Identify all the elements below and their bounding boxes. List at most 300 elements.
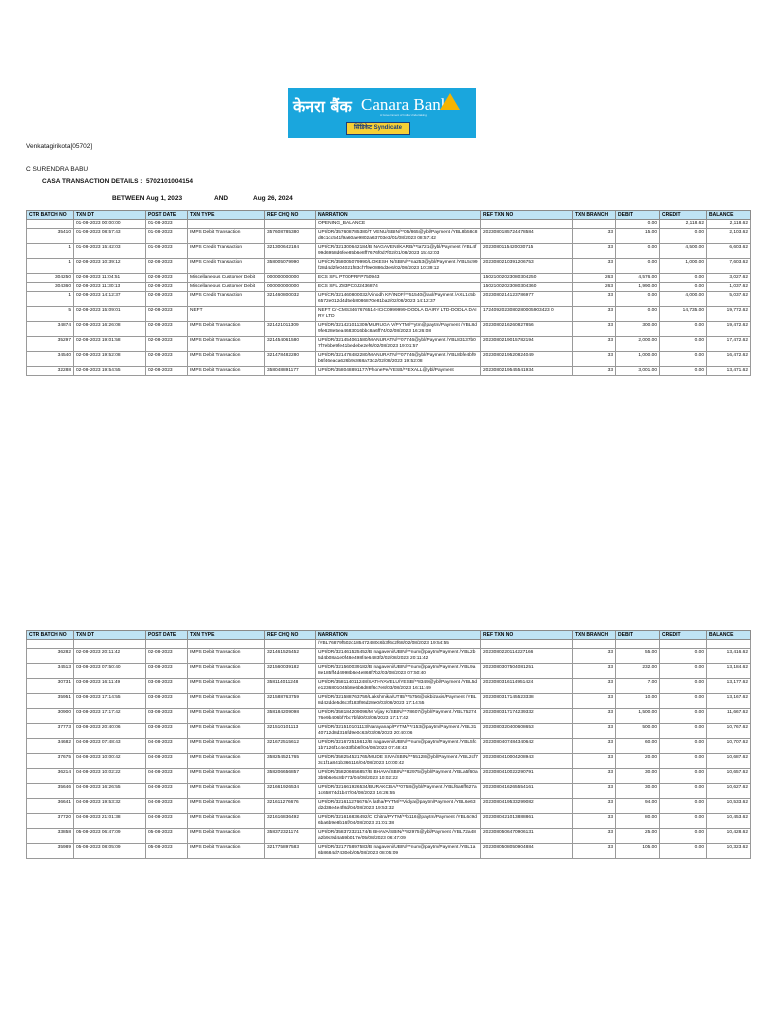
narration-cell: UPI/DR/321588763759/Lakshmika/UTIB/**5756@okbizaxis/Payment /YBL8d42dde5d6c3f183f86d28e0/03/08/2023 17:14:55 <box>316 694 481 709</box>
table-row <box>27 739 751 754</box>
txn-branch-cell: 33 <box>573 784 616 799</box>
post-date-cell: 02-08-2023 <box>146 274 188 283</box>
debit-cell: 7.00 <box>616 679 660 694</box>
ref-txn-no-cell: 2023080219545541934 <box>481 367 573 376</box>
balance-cell: 10,707.62 <box>707 739 751 754</box>
customer-name: C SURENDRA BABU <box>26 166 89 173</box>
txn-date-cell: 02-08-2023 19:54:55 <box>74 367 146 376</box>
txn-branch-cell: 33 <box>573 679 616 694</box>
from-date: Aug 1, 2023 <box>146 195 183 202</box>
post-date-cell <box>146 640 188 649</box>
batch-no-cell: 304250 <box>27 274 74 283</box>
txn-branch-cell: 33 <box>573 229 616 244</box>
debit-cell: 3,001.00 <box>616 367 660 376</box>
and-label: AND <box>214 195 229 202</box>
credit-cell: 4,000.00 <box>660 292 707 307</box>
balance-cell: 10,453.62 <box>707 814 751 829</box>
logo-triangle-icon <box>440 93 460 110</box>
txn-date-cell: 02-08-2023 15:09:01 <box>74 307 146 322</box>
credit-cell: 0.00 <box>660 709 707 724</box>
credit-cell: 0.00 <box>660 694 707 709</box>
casa-label: CASA TRANSACTION DETAILS : <box>42 178 143 185</box>
debit-cell: 300.00 <box>616 322 660 337</box>
credit-cell: 1,000.00 <box>660 259 707 274</box>
debit-cell: 25.00 <box>616 829 660 844</box>
narration-cell: UPI/DR/321672515612/B nagaveni/UBIN/**num@paytm/Payment /YBL5fc1b7126f1c4e33fbb6f/04/08/2023 07:48:43 <box>316 739 481 754</box>
post-date-cell: 01-08-2023 <box>146 229 188 244</box>
txn-branch-cell: 33 <box>573 814 616 829</box>
txn-date-cell: 04-08-2023 07:48:43 <box>74 739 146 754</box>
ref-chq-no-cell: 321560039182 <box>265 664 316 679</box>
txn-date-cell: 02-08-2023 20:11:42 <box>74 649 146 664</box>
narration-cell: NEFT Cr-CMS3467676514-ICIC0999999-DODLA DAIRY LTD-DODLA DAIRY LTD <box>316 307 481 322</box>
batch-no-cell: 30900 <box>27 709 74 724</box>
ref-chq-no-cell <box>265 307 316 322</box>
debit-cell: 15.00 <box>616 229 660 244</box>
ref-txn-no-cell: 2023080115420030715 <box>481 244 573 259</box>
table-row <box>27 814 751 829</box>
ref-chq-no-cell <box>265 640 316 649</box>
ref-chq-no-cell <box>265 220 316 229</box>
ref-chq-no-cell: 358254521765 <box>265 754 316 769</box>
txn-date-cell: 01-08-2023 08:57:43 <box>74 229 146 244</box>
txn-branch-cell: 33 <box>573 769 616 784</box>
ref-txn-no-cell <box>481 220 573 229</box>
txn-type-cell: IMPS Debit Transaction <box>188 724 265 739</box>
ref-chq-no-cell: 321460800032 <box>265 292 316 307</box>
column-header: TXN TYPE <box>188 211 265 220</box>
balance-cell: 19,472.62 <box>707 322 751 337</box>
txn-date-cell: 04-08-2023 16:26:55 <box>74 784 146 799</box>
batch-no-cell: 37720 <box>27 814 74 829</box>
debit-cell: 55.00 <box>616 649 660 664</box>
table-row <box>27 724 751 739</box>
balance-cell: 10,657.62 <box>707 769 751 784</box>
txn-branch-cell: 33 <box>573 337 616 352</box>
ref-txn-no-cell: 2023080506470906131 <box>481 829 573 844</box>
credit-cell: 0.00 <box>660 322 707 337</box>
narration-cell: ECS SFL PT00PRFP750943 <box>316 274 481 283</box>
table-row <box>27 322 751 337</box>
balance-cell: 13,184.62 <box>707 664 751 679</box>
table-row <box>27 664 751 679</box>
txn-type-cell: IMPS Debit Transaction <box>188 664 265 679</box>
column-header: CREDIT <box>660 211 707 220</box>
ref-chq-no-cell: 358005079990 <box>265 259 316 274</box>
narration-cell: UPI/CR/321300642184/B NAGAVENI/KARB/**ta721@ybl/Payment /YBL4f99d6958d6fee85b6e8ff7676f0d7f02/01/08/2023 15:42:03 <box>316 244 481 259</box>
ref-chq-no-cell: 321421011309 <box>265 322 316 337</box>
txn-branch-cell: 33 <box>573 799 616 814</box>
credit-cell: 0.00 <box>660 229 707 244</box>
balance-cell: 13,416.62 <box>707 649 751 664</box>
debit-cell: 30.00 <box>616 784 660 799</box>
credit-cell: 0.00 <box>660 679 707 694</box>
column-header: TXN TYPE <box>188 631 265 640</box>
txn-branch-cell: 33 <box>573 352 616 367</box>
ref-chq-no-cell: 358206656857 <box>265 769 316 784</box>
narration-cell: UPI/DR/358184209098/M Vijay K/SBIN/**78607@ybl/Payment /YBL7527476e9b406bf7bc7bfd0/03/08/2023 17:17:42 <box>316 709 481 724</box>
post-date-cell: 02-08-2023 <box>146 307 188 322</box>
debit-cell: 0.00 <box>616 292 660 307</box>
table-header-row <box>27 631 751 640</box>
column-header: BALANCE <box>707 211 751 220</box>
column-header: REF CHQ NO <box>265 631 316 640</box>
table-row <box>27 220 751 229</box>
post-date-cell: 01-08-2023 <box>146 244 188 259</box>
table-row <box>27 769 751 784</box>
table-row <box>27 829 751 844</box>
balance-cell: 13,471.62 <box>707 367 751 376</box>
narration-cell: UPI/DR/321478482280/MANURATN/**07746@ybl/Payment /YBL8bfe4bf9b6f46eaca626b9c868a73c2/02/08/2023 19:52:08 <box>316 352 481 367</box>
txn-date-cell: 04-08-2023 10:00:42 <box>74 754 146 769</box>
credit-cell: 0.00 <box>660 664 707 679</box>
txn-type-cell: IMPS Debit Transaction <box>188 769 265 784</box>
batch-no-cell: 37773 <box>27 724 74 739</box>
debit-cell: 80.00 <box>616 814 660 829</box>
txn-type-cell: IMPS Debit Transaction <box>188 649 265 664</box>
post-date-cell: 03-08-2023 <box>146 694 188 709</box>
batch-no-cell: 34540 <box>27 352 74 367</box>
table-row <box>27 229 751 244</box>
ref-chq-no-cell: 321478482280 <box>265 352 316 367</box>
narration-cell: UPI/DR/321461525452/B nagaveni/UBIN/**num@paytm/Payment /YBL2b5d4b08a1e0f48e498f4e6483f2/02/08/2023 20:11:42 <box>316 649 481 664</box>
txn-date-cell: 03-08-2023 17:14:55 <box>74 694 146 709</box>
post-date-cell: 02-08-2023 <box>146 337 188 352</box>
txn-type-cell: NEFT <box>188 307 265 322</box>
narration-cell: UPI/DR/321560039182/B nagaveni/UBIN/**num@paytm/Payment /YBL9a8e185ff4d4998b6e4e868f7b2/03/08/2023 07:50:40 <box>316 664 481 679</box>
ref-chq-no-cell: 358372321174 <box>265 829 316 844</box>
balance-cell: 10,687.62 <box>707 754 751 769</box>
table-row <box>27 259 751 274</box>
table-row <box>27 337 751 352</box>
txn-date-cell: 03-08-2023 16:11:49 <box>74 679 146 694</box>
txn-date-cell: 02-08-2023 10:39:12 <box>74 259 146 274</box>
narration-cell: UPI/DR/358048891177/PhonePe/YESB/**EXALL@ybl/Payment <box>316 367 481 376</box>
balance-cell: 2,103.62 <box>707 229 751 244</box>
txn-date-cell: 02-08-2023 16:26:08 <box>74 322 146 337</box>
ref-chq-no-cell: 321510101113 <box>265 724 316 739</box>
batch-no-cell: 32288 <box>27 367 74 376</box>
batch-no-cell: 36214 <box>27 769 74 784</box>
canara-bank-logo <box>288 88 476 138</box>
table-row <box>27 283 751 292</box>
txn-date-cell: 05-08-2023 08:05:09 <box>74 844 146 859</box>
balance-cell: 11,667.62 <box>707 709 751 724</box>
txn-type-cell: IMPS Debit Transaction <box>188 322 265 337</box>
table-row <box>27 307 751 322</box>
batch-no-cell <box>27 220 74 229</box>
balance-cell <box>707 640 751 649</box>
txn-branch-cell: 263 <box>573 283 616 292</box>
ref-chq-no-cell: 321454061580 <box>265 337 316 352</box>
post-date-cell: 04-08-2023 <box>146 814 188 829</box>
post-date-cell: 05-08-2023 <box>146 844 188 859</box>
narration-cell: UPI/CR/358005079990/LOKESH N/SBIN/**na253@ybl/Payment /YBL5c99f28d4d2fe04021f83cf7f9e0886d3e6/02/08/2023 10:39:12 <box>316 259 481 274</box>
between-label: BETWEEN <box>112 195 145 202</box>
txn-branch-cell: 33 <box>573 739 616 754</box>
batch-no-cell: 1 <box>27 259 74 274</box>
ref-txn-no-cell: 2023080416265554161 <box>481 784 573 799</box>
ref-txn-no-cell: 2023080219015782194 <box>481 337 573 352</box>
post-date-cell: 03-08-2023 <box>146 664 188 679</box>
column-header: CTR BATCH NO <box>27 631 74 640</box>
column-header: DEBIT <box>616 211 660 220</box>
transactions-table-page-1 <box>26 210 751 376</box>
ref-chq-no-cell: 000000000000 <box>265 283 316 292</box>
debit-cell: 94.00 <box>616 799 660 814</box>
table-row <box>27 352 751 367</box>
txn-date-cell: 04-08-2023 10:02:22 <box>74 769 146 784</box>
debit-cell: 30.00 <box>616 769 660 784</box>
batch-no-cell: 304360 <box>27 283 74 292</box>
ref-chq-no-cell: 321661926534 <box>265 784 316 799</box>
txn-type-cell: IMPS Debit Transaction <box>188 694 265 709</box>
column-header: TXN BRANCH <box>573 631 616 640</box>
txn-type-cell: IMPS Credit Transaction <box>188 259 265 274</box>
logo-tagline: A Government of India Undertaking <box>380 113 427 117</box>
debit-cell: 60.00 <box>616 739 660 754</box>
table-row <box>27 709 751 724</box>
post-date-cell: 04-08-2023 <box>146 754 188 769</box>
credit-cell: 0.00 <box>660 769 707 784</box>
balance-cell: 2,118.62 <box>707 220 751 229</box>
txn-branch-cell: 33 <box>573 307 616 322</box>
txn-type-cell: Miscellaneous Customer Debit <box>188 274 265 283</box>
txn-branch-cell: 33 <box>573 844 616 859</box>
balance-cell: 10,533.62 <box>707 799 751 814</box>
ref-chq-no-cell: 321300642184 <box>265 244 316 259</box>
branch-name: Venkatagirikota[05702] <box>26 143 93 150</box>
debit-cell: 105.00 <box>616 844 660 859</box>
balance-cell: 17,472.62 <box>707 337 751 352</box>
column-header: POST DATE <box>146 631 188 640</box>
batch-no-cell: 5 <box>27 307 74 322</box>
table-row <box>27 367 751 376</box>
ref-txn-no-cell: 2023080317174239332 <box>481 709 573 724</box>
txn-type-cell: IMPS Debit Transaction <box>188 367 265 376</box>
txn-date-cell: 05-08-2023 06:47:09 <box>74 829 146 844</box>
txn-type-cell: IMPS Credit Transaction <box>188 292 265 307</box>
txn-type-cell: IMPS Debit Transaction <box>188 799 265 814</box>
ref-txn-no-cell: 15021002023080304360 <box>481 283 573 292</box>
credit-cell: 2,118.62 <box>660 220 707 229</box>
txn-type-cell: IMPS Debit Transaction <box>188 844 265 859</box>
post-date-cell: 03-08-2023 <box>146 679 188 694</box>
column-header: NARRATION <box>316 631 481 640</box>
narration-cell: ECS SFL Z83PC0J2436874 <box>316 283 481 292</box>
txn-date-cell: 01-08-2023 00:00:00 <box>74 220 146 229</box>
ref-txn-no-cell <box>481 640 573 649</box>
credit-cell: 0.00 <box>660 274 707 283</box>
to-date: Aug 26, 2024 <box>253 195 293 202</box>
batch-no-cell: 34513 <box>27 664 74 679</box>
txn-date-cell: 02-08-2023 11:04:51 <box>74 274 146 283</box>
ref-txn-no-cell: 1724092023080280005903423 0 <box>481 307 573 322</box>
post-date-cell: 04-08-2023 <box>146 739 188 754</box>
txn-type-cell: IMPS Debit Transaction <box>188 352 265 367</box>
batch-no-cell: 36282 <box>27 649 74 664</box>
txn-date-cell: 02-08-2023 14:12:37 <box>74 292 146 307</box>
table-row <box>27 649 751 664</box>
batch-no-cell: 30731 <box>27 679 74 694</box>
txn-branch-cell: 33 <box>573 754 616 769</box>
txn-type-cell: IMPS Debit Transaction <box>188 814 265 829</box>
ref-chq-no-cell: 000000000000 <box>265 274 316 283</box>
table-row <box>27 694 751 709</box>
ref-txn-no-cell: 2023080219520824049 <box>481 352 573 367</box>
txn-type-cell: IMPS Debit Transaction <box>188 754 265 769</box>
credit-cell: 4,500.00 <box>660 244 707 259</box>
column-header: TXN DT <box>74 211 146 220</box>
balance-cell: 16,472.62 <box>707 352 751 367</box>
credit-cell: 0.00 <box>660 844 707 859</box>
debit-cell: 500.00 <box>616 724 660 739</box>
narration-cell: UPI/DR/358254521765/MUDE SIVA/SBIN/**55128@ybl/Payment /YBL2cf73c1f1a841b366116/04/08/2023 10:00:42 <box>316 754 481 769</box>
column-header: POST DATE <box>146 211 188 220</box>
ref-chq-no-cell: 321616836492 <box>265 814 316 829</box>
txn-date-cell: 04-08-2023 21:01:38 <box>74 814 146 829</box>
narration-cell: UPI/DR/321510101113/Narayanap/PYTM/**r153@paytm/Payment /YBL3140712d8d316fd9e0c63/03/08/2023 20:40:06 <box>316 724 481 739</box>
txn-date-cell <box>74 640 146 649</box>
ref-txn-no-cell: 2023080216260827856 <box>481 322 573 337</box>
batch-no-cell: 34682 <box>27 739 74 754</box>
ref-txn-no-cell: 15021002023080304250 <box>481 274 573 283</box>
txn-date-cell: 01-08-2023 15:42:03 <box>74 244 146 259</box>
txn-type-cell: IMPS Credit Transaction <box>188 244 265 259</box>
balance-cell: 3,027.62 <box>707 274 751 283</box>
debit-cell: 1,000.00 <box>616 352 660 367</box>
txn-type-cell: IMPS Debit Transaction <box>188 739 265 754</box>
batch-no-cell: 1 <box>27 292 74 307</box>
batch-no-cell: 35646 <box>27 784 74 799</box>
narration-cell: OPENING_BALANCE <box>316 220 481 229</box>
narration-cell: UPI/DR/321421011309/MURUGA V/PYTM/**ytm@paytm/Payment /YBL8d9fe628e5ea4683016bbc8a6ff74/02/08/2023 16:26:08 <box>316 322 481 337</box>
credit-cell <box>660 640 707 649</box>
txn-date-cell: 04-08-2023 19:53:32 <box>74 799 146 814</box>
account-number: 5702101004154 <box>146 178 193 185</box>
ref-txn-no-cell: 2023080214123786977 <box>481 292 573 307</box>
credit-cell: 0.00 <box>660 754 707 769</box>
narration-cell: UPI/DR/358206656857/B BHAVA/SBIN/**82975@ybl/Payment /YBLa5f60a3b9b6e5c8b773/04/08/2023 10:02:22 <box>316 769 481 784</box>
balance-cell: 5,037.62 <box>707 292 751 307</box>
txn-date-cell: 02-08-2023 19:01:58 <box>74 337 146 352</box>
batch-no-cell: 35989 <box>27 844 74 859</box>
txn-branch-cell: 263 <box>573 274 616 283</box>
balance-cell: 10,767.62 <box>707 724 751 739</box>
ref-txn-no-cell: 2023080317145523338 <box>481 694 573 709</box>
txn-branch-cell: 33 <box>573 829 616 844</box>
ref-chq-no-cell: 321588763759 <box>265 694 316 709</box>
credit-cell: 0.00 <box>660 367 707 376</box>
debit-cell: 20.00 <box>616 754 660 769</box>
ref-txn-no-cell: 2023080220114227166 <box>481 649 573 664</box>
post-date-cell: 02-08-2023 <box>146 352 188 367</box>
credit-cell: 0.00 <box>660 649 707 664</box>
ref-txn-no-cell: 2023080410022290791 <box>481 769 573 784</box>
balance-cell: 13,167.62 <box>707 694 751 709</box>
txn-branch-cell: 33 <box>573 724 616 739</box>
txn-type-cell: IMPS Debit Transaction <box>188 229 265 244</box>
txn-type-cell <box>188 640 265 649</box>
debit-cell: 4,576.00 <box>616 274 660 283</box>
narration-cell: UPI/DR/321616836492/C Chitra/PYTM/**b116@paytm/Payment /YBL6c9d6ba6b9e8b16f/04/08/2023 21:01:38 <box>316 814 481 829</box>
post-date-cell: 03-08-2023 <box>146 709 188 724</box>
table-row <box>27 274 751 283</box>
post-date-cell: 02-08-2023 <box>146 283 188 292</box>
narration-cell: /YBL76879f502c185472480c6b3f6c2f68/02/08/2023 19:54:55 <box>316 640 481 649</box>
logo-bank-name: Canara Bank <box>361 95 450 114</box>
narration-cell: UPI/CR/321460800032/Vinodh KF/INDF/**51540@axl/Payment /AXL1c5b6572e012d4d5eb8086870e81ba2/02/08/2023 14:12:37 <box>316 292 481 307</box>
txn-branch-cell: 33 <box>573 694 616 709</box>
column-header: REF TXN NO <box>481 211 573 220</box>
txn-branch-cell: 33 <box>573 259 616 274</box>
ref-txn-no-cell: 2023080210391206753 <box>481 259 573 274</box>
ref-txn-no-cell: 2023080421013888861 <box>481 814 573 829</box>
balance-cell: 13,177.62 <box>707 679 751 694</box>
txn-type-cell: IMPS Debit Transaction <box>188 829 265 844</box>
batch-no-cell: 35297 <box>27 337 74 352</box>
credit-cell: 0.00 <box>660 784 707 799</box>
credit-cell: 0.00 <box>660 814 707 829</box>
column-header: BALANCE <box>707 631 751 640</box>
batch-no-cell: 35410 <box>27 229 74 244</box>
credit-cell: 0.00 <box>660 829 707 844</box>
txn-branch-cell <box>573 640 616 649</box>
post-date-cell: 01-08-2023 <box>146 220 188 229</box>
balance-cell: 6,603.62 <box>707 244 751 259</box>
ref-txn-no-cell: 2023080316114951424 <box>481 679 573 694</box>
debit-cell: 1,990.00 <box>616 283 660 292</box>
narration-cell: UPI/DR/321775897583/B nagaveni/UBIN/**num@paytm/Payment /YBL1a6b8684d7430eb/05/08/2023 08:05:09 <box>316 844 481 859</box>
debit-cell: 2,000.00 <box>616 337 660 352</box>
table-row <box>27 784 751 799</box>
post-date-cell: 04-08-2023 <box>146 784 188 799</box>
table-row <box>27 292 751 307</box>
ref-chq-no-cell: 357608785380 <box>265 229 316 244</box>
batch-no-cell: 34874 <box>27 322 74 337</box>
debit-cell: 10.00 <box>616 694 660 709</box>
debit-cell: 0.00 <box>616 259 660 274</box>
debit-cell: 1,500.00 <box>616 709 660 724</box>
txn-type-cell: IMPS Debit Transaction <box>188 337 265 352</box>
post-date-cell: 04-08-2023 <box>146 769 188 784</box>
credit-cell: 0.00 <box>660 739 707 754</box>
txn-date-cell: 03-08-2023 17:17:42 <box>74 709 146 724</box>
column-header: DEBIT <box>616 631 660 640</box>
batch-no-cell: 37675 <box>27 754 74 769</box>
txn-branch-cell: 33 <box>573 244 616 259</box>
ref-chq-no-cell: 321775897583 <box>265 844 316 859</box>
column-header: TXN BRANCH <box>573 211 616 220</box>
batch-no-cell: 35951 <box>27 694 74 709</box>
txn-type-cell: IMPS Debit Transaction <box>188 679 265 694</box>
narration-cell: UPI/DR/321454061580/MANURATN/**07746@ybl/Payment /YBL83137b07f7ebbe9fe41bedebe2ef6/02/08/2023 19:01:57 <box>316 337 481 352</box>
credit-cell: 14,735.00 <box>660 307 707 322</box>
txn-date-cell: 03-08-2023 07:50:40 <box>74 664 146 679</box>
txn-date-cell: 03-08-2023 20:40:06 <box>74 724 146 739</box>
logo-syndicate-badge: सिंडिकेट Syndicate <box>346 122 410 135</box>
column-header: REF TXN NO <box>481 631 573 640</box>
table-row <box>27 679 751 694</box>
credit-cell: 0.00 <box>660 337 707 352</box>
debit-cell: 0.00 <box>616 307 660 322</box>
ref-txn-no-cell: 2023080410004208943 <box>481 754 573 769</box>
column-header: REF CHQ NO <box>265 211 316 220</box>
post-date-cell: 02-08-2023 <box>146 259 188 274</box>
ref-chq-no-cell: 358184209098 <box>265 709 316 724</box>
batch-no-cell: 36641 <box>27 799 74 814</box>
balance-cell: 10,627.62 <box>707 784 751 799</box>
